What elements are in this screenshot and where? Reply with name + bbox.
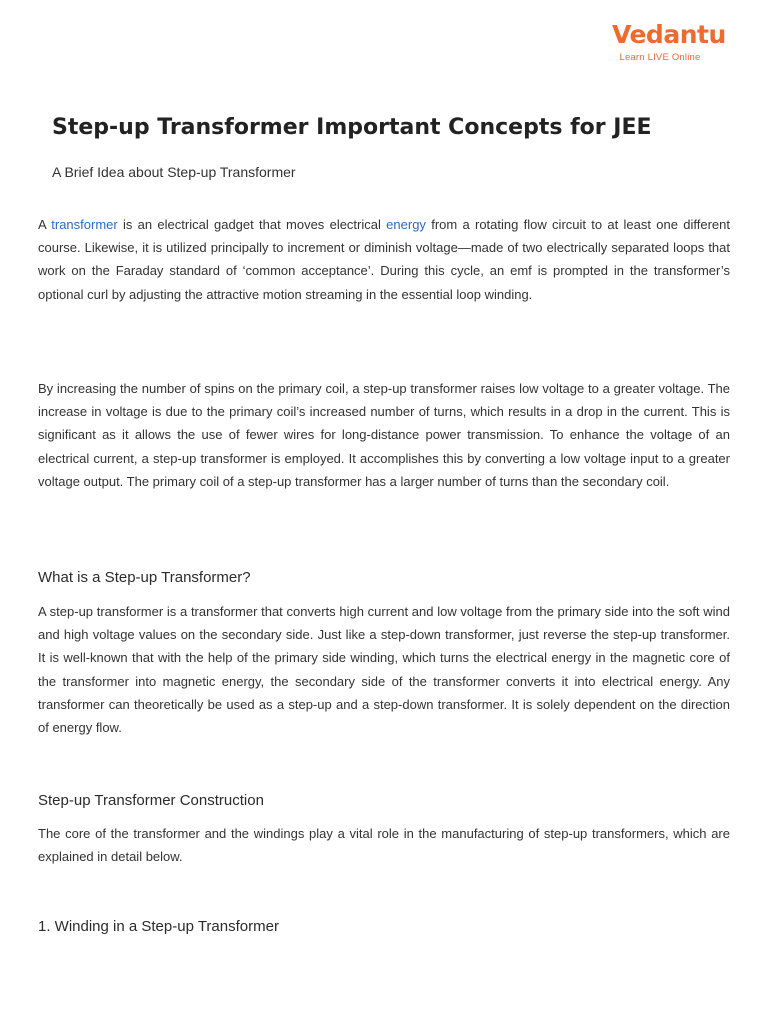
page-subtitle: A Brief Idea about Step-up Transformer bbox=[52, 164, 296, 180]
intro-text-start: A bbox=[38, 217, 52, 232]
logo-tagline: Learn LIVE Online bbox=[619, 52, 701, 63]
section-heading-construction: Step-up Transformer Construction bbox=[38, 792, 264, 809]
intro-text-end: from a rotating flow circuit to at least one different course. Likewise, it is utilized principally to increment or diminish voltage—made of two electrically separated loops that work on the Faraday standard of ‘common acceptance’. During this cycle, an emf is prompted in the transformer’s optional curl by adjusting the attractive motion streaming in the essential loop winding. bbox=[38, 217, 730, 302]
section-heading-what-is: What is a Step-up Transformer? bbox=[38, 569, 251, 586]
page-title: Step-up Transformer Important Concepts for JEE bbox=[52, 115, 652, 140]
section-heading-winding: 1. Winding in a Step-up Transformer bbox=[38, 918, 279, 935]
step-up-overview-paragraph: By increasing the number of spins on the primary coil, a step-up transformer raises low voltage to a greater voltage. The increase in voltage is due to the primary coil’s increased number of turns, which results in a drop in the current. This is significant as it allows the use of fewer wires for long-distance power transmission. To enhance the voltage of an electrical current, a step-up transformer is employed. It accomplishes this by converting a low voltage input to a greater voltage output. The primary coil of a step-up transformer has a larger number of turns than the secondary coil. bbox=[38, 381, 730, 489]
intro-text-middle: is an electrical gadget that moves electrical bbox=[117, 217, 387, 232]
construction-paragraph: The core of the transformer and the windings play a vital role in the manufacturing of step-up transformers, which are explained in detail below. bbox=[38, 826, 730, 865]
intro-paragraph bbox=[38, 213, 730, 306]
logo-wordmark: Vedantu bbox=[612, 20, 726, 49]
vedantu-logo bbox=[612, 20, 726, 64]
transformer-link[interactable]: transformer bbox=[51, 217, 118, 232]
energy-link[interactable]: energy bbox=[386, 217, 426, 232]
what-is-paragraph: A step-up transformer is a transformer that converts high current and low voltage from the primary side into the soft wind and high voltage values on the secondary side. Just like a step-down transformer, just reverse the step-up transformer. It is well-known that with the help of the primary side winding, which turns the electrical energy in the magnetic core of the transformer into magnetic energy, the secondary side of the transformer converts it into electrical energy. Any transformer can theoretically be used as a step-up and a step-down transformer. It is solely dependent on the direction of energy flow. bbox=[38, 604, 730, 736]
